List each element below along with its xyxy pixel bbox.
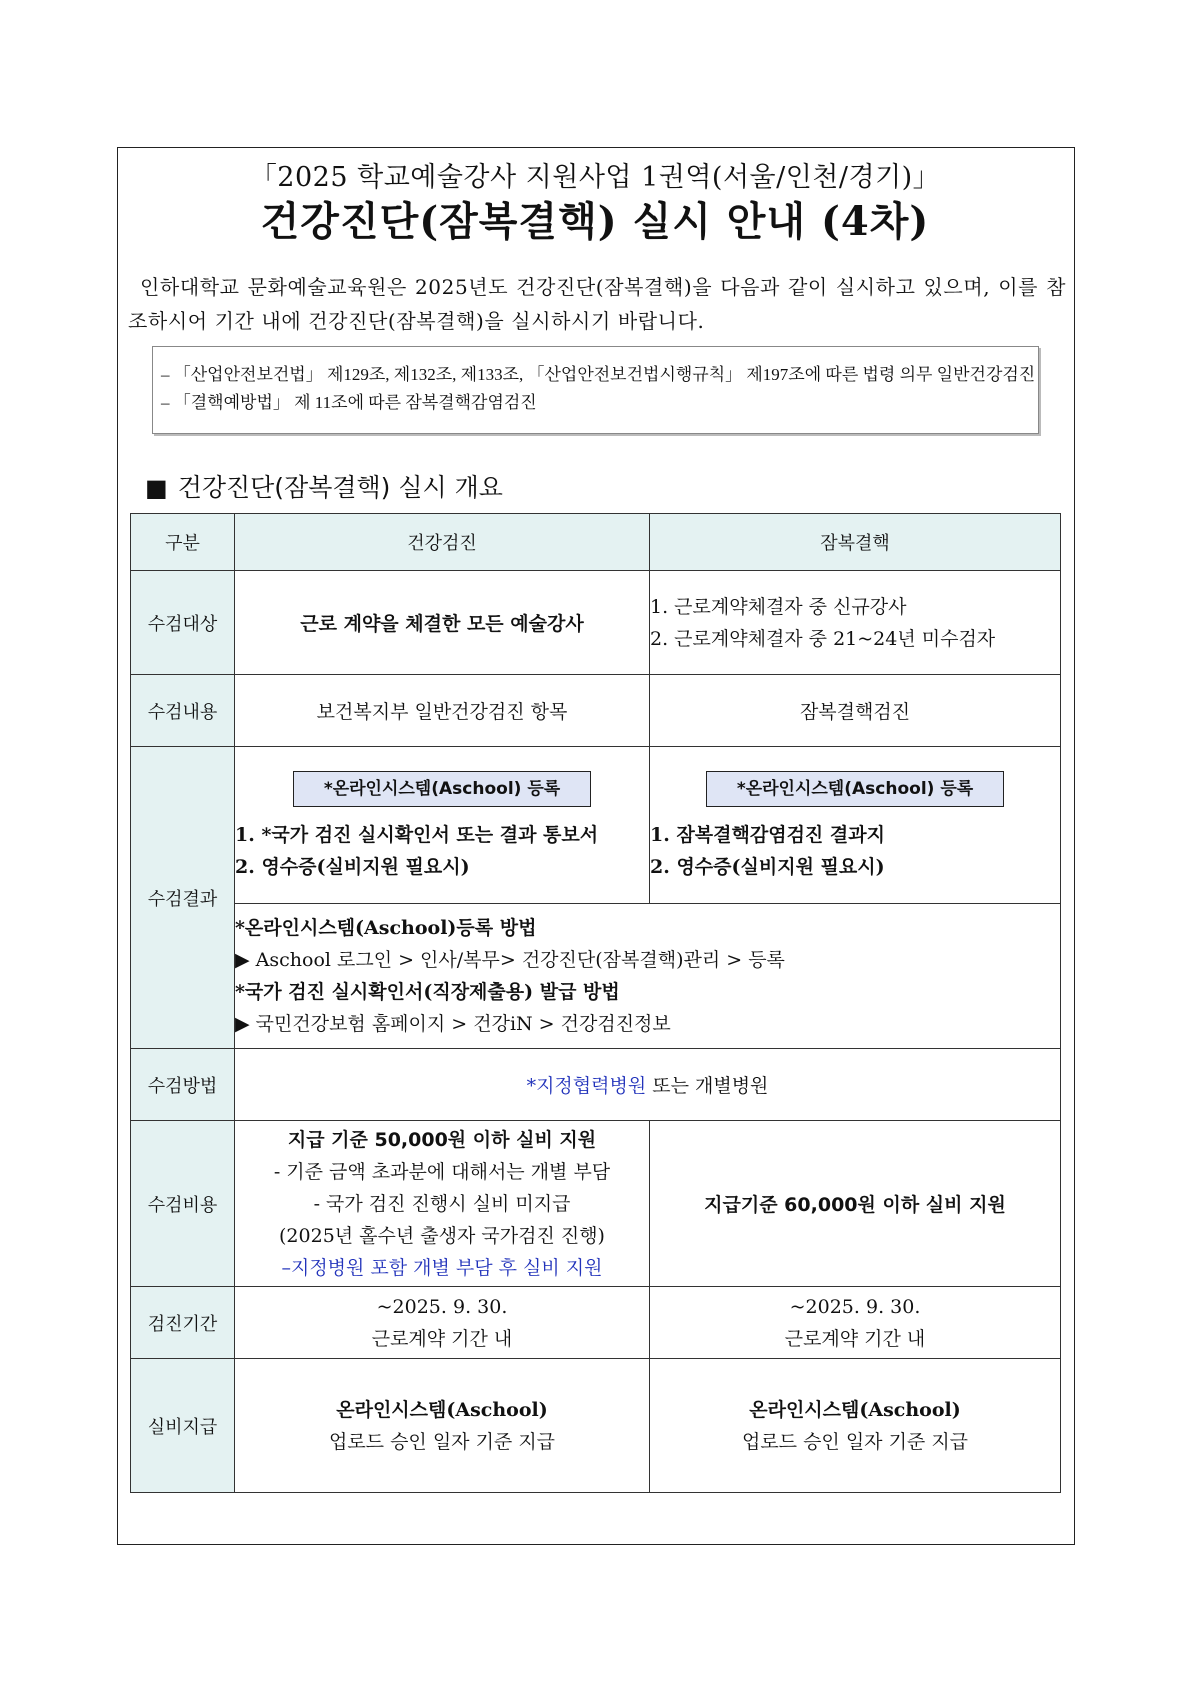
table-row [131,1287,1061,1359]
table-row [131,675,1061,747]
row-label: 수검비용 [131,1121,235,1287]
cost-note: - 국가 검진 진행시 실비 미지급 [313,1192,571,1215]
section-title: 건강진단(잠복결핵) 실시 개요 [177,473,503,502]
cost-headline: 지급 기준 50,000원 이하 실비 지원 [287,1128,597,1151]
note-path: ▶ 국민건강보험 홈페이지 > 건강iN > 건강검진정보 [235,1013,671,1035]
row-label: 수검대상 [131,571,235,675]
online-system-badge: *온라인시스템(Aschool) 등록 [293,771,591,807]
intro-paragraph: 인하대학교 문화예술교육원은 2025년도 건강진단(잠복결핵)을 다음과 같이 실시하고 있으며, 이를 참조하시어 기간 내에 건강진단(잠복결핵)을 실시하시기 바랍니다. [128,275,1066,333]
list-item: 2. 영수증(실비지원 필요시) [650,856,885,878]
header-health: 건강검진 [235,514,650,571]
content-tb: 잠복결핵검진 [650,675,1061,747]
cost-note: (2025년 홀수년 출생자 국가검진 진행) [279,1224,605,1247]
cost-health [235,1121,650,1287]
target-health: 근로 계약을 체결한 모든 예술강사 [235,571,650,675]
target-tb [650,571,1061,675]
row-label: 수검내용 [131,675,235,747]
row-label: 수검결과 [131,747,235,1049]
table-row [131,571,1061,675]
online-system-badge: *온라인시스템(Aschool) 등록 [706,771,1004,807]
law-item: – 「산업안전보건법」 제129조, 제132조, 제133조, 「산업안전보건법시행규칙」 제197조에 따른 법령 의무 일반건강검진 [161,365,1036,384]
cost-note: –지정병원 포함 개별 부담 후 실비 지원 [281,1256,603,1279]
title-main: 건강진단(잠복결핵) 실시 안내 (4차) [260,198,930,245]
result-tb [650,747,1061,904]
payment-health: 온라인시스템(Aschool) 업로드 승인 일자 기준 지급 [235,1359,650,1493]
law-item: – 「결핵예방법」 제 11조에 따른 잠복결핵감염검진 [161,393,537,412]
table-row [131,747,1061,904]
list-item: 1. 근로계약체결자 중 신규강사 [650,595,907,618]
table-row [131,514,1061,571]
note-heading: *온라인시스템(Aschool)등록 방법 [235,917,537,939]
overview-table [130,513,1061,1493]
list-item: 1. 잠복결핵감염검진 결과지 [650,824,885,846]
cost-note: - 기준 금액 초과분에 대해서는 개별 부담 [273,1160,611,1183]
section-heading [145,468,503,504]
header-category: 구분 [131,514,235,571]
payment-tb: 온라인시스템(Aschool) 업로드 승인 일자 기준 지급 [650,1359,1061,1493]
row-label: 검진기간 [131,1287,235,1359]
designated-hospital: *지정협력병원 [526,1075,647,1097]
list-item: 1. *국가 검진 실시확인서 또는 결과 통보서 [235,824,599,846]
row-label: 수검방법 [131,1049,235,1121]
table-row [131,1049,1061,1121]
square-bullet-icon: ■ [145,474,168,502]
list-item: 2. 영수증(실비지원 필요시) [235,856,470,878]
cost-tb: 지급기준 60,000원 이하 실비 지원 [650,1121,1061,1287]
note-path: ▶ Aschool 로그인 > 인사/복무> 건강진단(잠복결핵)관리 > 등록 [235,949,785,971]
period-health: ~2025. 9. 30. 근로계약 기간 내 [235,1287,650,1359]
table-row [131,1121,1061,1287]
row-label: 실비지급 [131,1359,235,1493]
title-program: 「2025 학교예술강사 지원사업 1권역(서울/인천/경기)」 [249,162,941,193]
period-tb: ~2025. 9. 30. 근로계약 기간 내 [650,1287,1061,1359]
law-reference-box [152,346,1039,434]
header-tb: 잠복결핵 [650,514,1061,571]
note-heading: *국가 검진 실시확인서(직장제출용) 발급 방법 [235,981,620,1003]
list-item: 2. 근로계약체결자 중 21~24년 미수검자 [650,627,996,650]
content-health: 보건복지부 일반건강검진 항목 [235,675,650,747]
table-row [131,904,1061,1049]
method-value: *지정협력병원 또는 개별병원 [235,1049,1061,1121]
table-row [131,1359,1061,1493]
result-health [235,747,650,904]
result-note [235,904,1061,1049]
